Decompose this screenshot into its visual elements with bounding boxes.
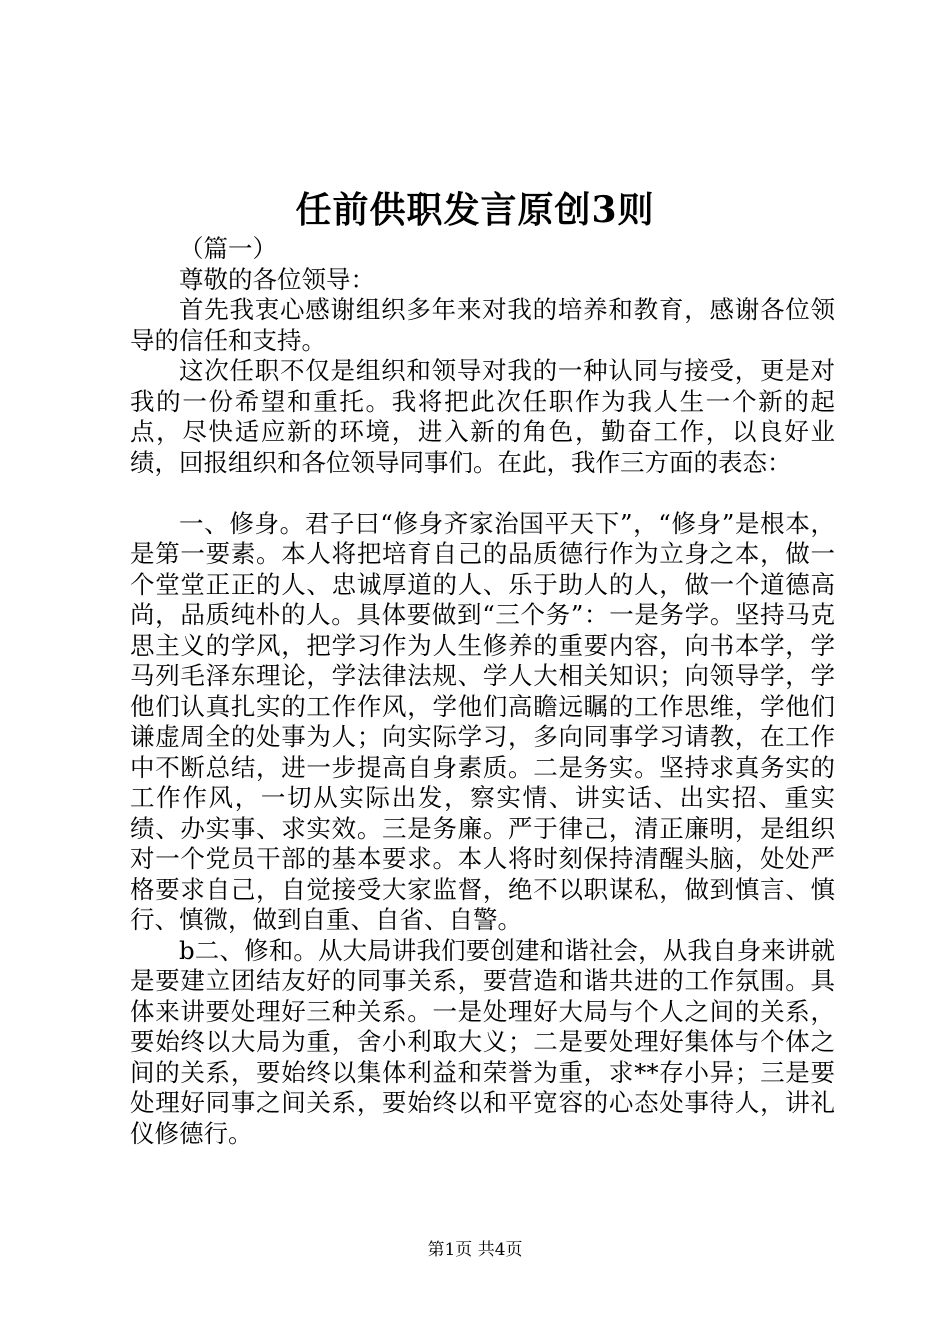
document-title: 任前供职发言原创3则 [295, 189, 655, 231]
blank-line [130, 478, 835, 509]
document-body [130, 234, 835, 1149]
paragraph-thanks: 首先我衷心感谢组织多年来对我的培养和教育，感谢各位领导的信任和支持。 [130, 295, 835, 355]
paragraph-self-cultivation: 一、修身。君子曰“修身齐家治国平天下”，“修身”是根本，是第一要素。本人将把培育自己的品质德行作为立身之本，做一个堂堂正正的人、忠诚厚道的人、乐于助人的人，做一个道德高尚，品质纯朴的人。具体要做到“三个务”：一是务学。坚持马克思主义的学风，把学习作为人生修养的重要内容，向书本学，学马列毛泽东理论，学法律法规、学人大相关知识；向领导学，学他们认真扎实的工作作风，学他们高瞻远瞩的工作思维，学他们谦虚周全的处事为人；向实际学习，多向同事学习请教，在工作中不断总结，进一步提高自身素质。二是务实。坚持求真务实的工作作风，一切从实际出发，察实情、讲实话、出实招、重实绩、办实事、求实效。三是务廉。严于律己，清正廉明，是组织对一个党员干部的基本要求。本人将时刻保持清醒头脑，处处严格要求自己，自觉接受大家监督，绝不以职谋私，做到慎言、慎行、慎微，做到自重、自省、自警。 [130, 508, 835, 934]
section-label: （篇一） [179, 234, 277, 263]
paragraph-harmony: b二、修和。从大局讲我们要创建和谐社会，从我自身来讲就是要建立团结友好的同事关系，要营造和谐共进的工作氛围。具体来讲要处理好三种关系。一是处理好大局与个人之间的关系，要始终以大局为重，舍小利取大义；二是要处理好集体与个体之间的关系，要始终以集体利益和荣誉为重，求**存小异；三是要处理好同事之间关系，要始终以和平宽容的心态处事待人，讲礼仪修德行。 [130, 935, 835, 1148]
salutation: 尊敬的各位领导： [179, 264, 375, 294]
page-footer: 第1页 共4页 [427, 1240, 523, 1260]
paragraph-intro: 这次任职不仅是组织和领导对我的一种认同与接受，更是对我的一份希望和重托。我将把此次任职作为我人生一个新的起点，尽快适应新的环境，进入新的角色，勤奋工作，以良好业绩，回报组织和各位领导同事们。在此，我作三方面的表态： [130, 356, 835, 477]
